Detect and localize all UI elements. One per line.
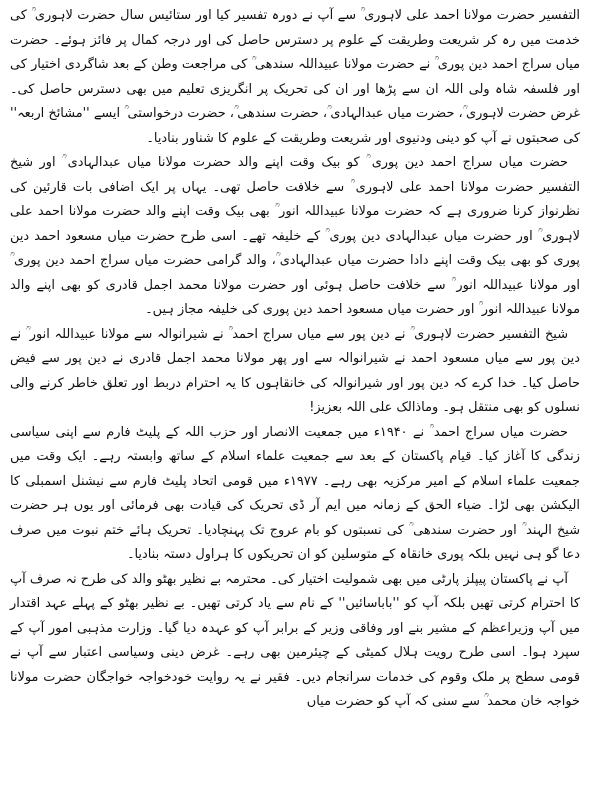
paragraph: حضرت میاں سراج احمد ؒ نے ۱۹۴۰ء میں جمعیت الانصار اور حزب اللہ کے پلیٹ فارم سے اپنی سیاسی زندگی کا آغاز کیا۔ قیام پاکستان کے بعد سے جمعیت علماء اسلام کے ساتھ وابستہ رہے۔ ایک وقت میں جمعیت علماء اسلام کے امیر مرکزیہ بھی رہے۔ ۱۹۷۷ء میں قومی اتحاد پلیٹ فارم سے نیشنل اسمبلی کا الیکشن بھی لڑا۔ ضیاء الحق کے زمانہ میں ایم آر ڈی تحریک کی قیادت بھی فرمائی اور یوں ہر حضرت شیخ الہند ؒ اور حضرت سندھی ؒ کی نسبتوں کو بام عروج تک پہنچادیا۔ تحریک ہائے ختم نبوت میں صرف دعا گو ہی نہیں بلکہ پوری خانقاہ کے متوسلین کو ان تحریکوں کا ہراول دستہ بنادیا۔ [10,424,580,562]
paragraph: التفسیر حضرت مولانا احمد علی لاہوری ؒ سے آپ نے دورہ تفسیر کیا اور ستائیس سال حضرت لاہوری ؒ کی خدمت میں رہ کر شریعت وطریقت کے علوم پر دسترس حاصل کی اور درجہ کمال پر فائز ہوئے۔ حضرت میاں سراج احمد دین پوری ؒ نے حضرت مولانا عبیداللہ سندھی ؒ کی مراجعت وطن کے بعد شاگردی اختیار کی اور فلسفہ شاہ ولی اللہ ان سے پڑھا اور ان کی تحریک پر انگریزی تعلیم میں بھی دسترس حاصل کی۔ غرض حضرت لاہوری ؒ، حضرت میاں عبدالہادی ؒ، حضرت سندھی ؒ، حضرت درخواستی ؒ ایسے ''مشائخ اربعہ'' کی صحبتوں نے آپ کو دینی ودنیوی اور شریعت وطریقت کے علوم کا شناور بنادیا۔ [10,8,580,146]
paragraph: شیخ التفسیر حضرت لاہوری ؒ نے دین پور سے میاں سراج احمد ؒ نے شیرانوالہ سے مولانا عبیداللہ انور ؒ نے دین پور سے میاں مسعود احمد نے شیرانوالہ سے اور پھر مولانا محمد اجمل قادری نے دین پور سے فیض حاصل کیا۔ خدا کرے کہ دین پور اور شیرانوالہ کی خانقاہوں کا یہ احترام دربط اور تعلق خاطر کرنے والی نسلوں کو بھی منتقل ہو۔ وماذالک علی اللہ بعزیز! [10,326,580,415]
paragraph: حضرت میاں سراج احمد دین پوری ؒ کو بیک وقت اپنے والد حضرت مولانا میاں عبدالہادی ؒ اور شیخ التفسیر حضرت مولانا احمد علی لاہوری ؒ سے خلافت حاصل تھی۔ یہاں پر ایک اضافی بات قارئین کی نظرنواز کرنا ضروری ہے کہ حضرت مولانا عبیداللہ انور ؒ بھی بیک وقت اپنے والد حضرت مولانا احمد علی لاہوری ؒ اور حضرت میاں عبدالہادی دین پوری ؒ کے خلیفہ تھے۔ اسی طرح حضرت میاں مسعود احمد دین پوری کو بھی بیک وقت اپنے دادا حضرت میاں عبدالہادی ؒ، والد گرامی حضرت میاں سراج احمد دین پوری ؒ اور مولانا عبیداللہ انور ؒ سے خلافت حاصل ہوئی اور حضرت مولانا محمد اجمل قادری کو بھی اپنے والد مولانا عبیداللہ انور ؒ اور حضرت میاں مسعود احمد دین پوری کی خلیفہ مجاز ہیں۔ [10,155,580,317]
paragraph: آپ نے پاکستان پیپلز پارٹی میں بھی شمولیت اختیار کی۔ محترمہ بے نظیر بھٹو والد کی طرح نہ صرف آپ کا احترام کرتی تھیں بلکہ آپ کو ''باباسائیں'' کے نام سے یاد کرتی تھیں۔ بے نظیر بھٹو کے پہلے عہد اقتدار میں آپ وزیراعظم کے مشیر بنے اور وفاقی وزیر کے برابر آپ کو عہدہ دیا گیا۔ وزارت مذہبی امور آپ کے سپرد ہوا۔ اسی طرح رویت ہلال کمیٹی کے چیئرمین بھی رہے۔ غرض دینی وسیاسی اعتبار سے آپ نے قومی سطح پر ملک وقوم کی خدمات سرانجام دیں۔ فقیر نے یہ روایت خودخواجہ خواجگان حضرت مولانا خواجہ خان محمد ؒ سے سنی کہ آپ کو حضرت میاں [10,571,580,709]
